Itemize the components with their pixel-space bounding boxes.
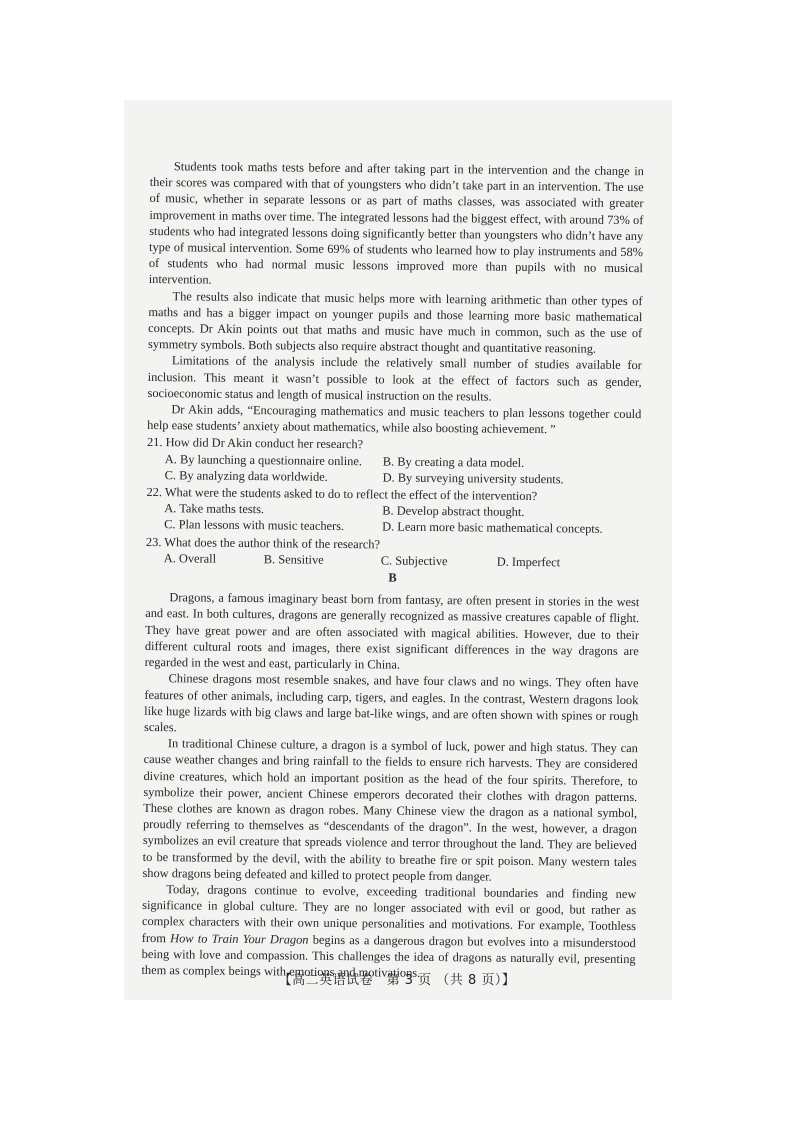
question-stem: 23. What does the author think of the research?	[145, 534, 381, 552]
question-22	[146, 484, 640, 538]
option-a[interactable]: A. Overall	[163, 551, 217, 566]
option-b[interactable]: B. Sensitive	[263, 552, 324, 567]
paragraph-text: begins as a dangerous dragon but evolves into a misunderstood being with love and compassion. This challenges the idea of dragons as naturally evil, presenting them as complex beings with emotions and motivations.	[141, 932, 636, 980]
paragraph: Dr Akin adds, “Encouraging mathematics and music teachers to plan lessons together could help ease students’ anxiety about mathematics, while also boosting achievement. ”	[147, 402, 642, 437]
option-d[interactable]: D. Learn more basic mathematical concepts.	[382, 519, 603, 537]
paragraph	[141, 881, 636, 983]
option-b[interactable]: B. By creating a data model.	[382, 454, 525, 470]
option-d[interactable]: D. By surveying university students.	[382, 470, 564, 487]
answer-options	[164, 500, 640, 537]
paragraph: Dragons, a famous imaginary beast born from fantasy, are often present in stories in the west and east. In both cultures, dragons are generally recognized as massive creatures capable of flight. They have great power and are often associated with magical abilities. However, due to their different cultural roots and images, there exist significant differences in the way dragons are regarded in the west and east, particularly in China.	[144, 590, 640, 672]
option-d[interactable]: D. Imperfect	[496, 554, 561, 570]
option-c[interactable]: C. Subjective	[380, 553, 448, 569]
exam-page	[141, 158, 644, 983]
paragraph: Limitations of the analysis include the relatively small number of studies available for inclusion. This meant it wasn’t possible to look at the effect of factors such as gender, socioeconomic status and length of musical instruction on the results.	[147, 353, 642, 404]
question-stem: 22. What were the students asked to do to reflect the effect of the intervention?	[146, 485, 538, 504]
option-a[interactable]: A. By launching a questionnaire online.	[164, 451, 363, 468]
option-b[interactable]: B. Develop abstract thought.	[382, 503, 525, 520]
passage-b	[141, 589, 639, 983]
question-23	[146, 534, 640, 572]
question-stem: 21. How did Dr Akin conduct her research?	[146, 435, 364, 452]
question-21	[147, 434, 641, 488]
film-title: How to Train Your Dragon	[170, 930, 309, 947]
option-a[interactable]: A. Take maths tests.	[164, 501, 265, 517]
option-c[interactable]: C. Plan lessons with music teachers.	[164, 517, 345, 534]
passage-a	[147, 158, 644, 439]
paragraph: Students took maths tests before and after taking part in the intervention and the change in their scores was compared with that of youngsters who didn’t take part in an intervention. The use of music, whether in separate lessons or as part of maths classes, was associated with greater improvement in maths over time. The integrated lessons had the biggest effect, with around 73% of students who had integrated lessons doing significantly better than youngsters who didn’t have any type of musical intervention. Some 69% of students who learned how to play instruments and 58% of students who had normal music lessons improved more than pupils with no musical intervention.	[148, 159, 644, 288]
page-footer: 【高二英语试卷 第 3 页 （共 8 页）】	[278, 973, 516, 988]
paragraph: The results also indicate that music helps more with learning arithmetic than other types of maths and has a bigger impact on younger pupils and those learning more basic mathematical concepts. Dr Akin points out that maths and music have much in common, such as the use of symmetry symbols. Both subjects also require abstract thought and quantitative reasoning.	[147, 288, 643, 356]
paragraph: Chinese dragons most resemble snakes, and have four claws and no wings. They often have features of other animals, including carp, tigers, and eagles. In the contrast, Western dragons look like huge lizards with big claws and large bat-like wings, and are often shown with spines or rough scales.	[143, 671, 639, 735]
section-b-heading: B	[388, 570, 397, 585]
paragraph-text: Today, dragons continue to evolve, exceeding traditional boundaries and finding new significance in global culture. They are no longer associated with evil or good, but rather as complex characters with their own unique personalities and motivations. For example, Toothless from	[141, 882, 637, 945]
paragraph: In traditional Chinese culture, a dragon is a symbol of luck, power and high status. They can cause weather changes and bring rainfall to the fields to ensure rich harvests. They are considered divine creatures, which hold an important position as the head of the four spirits. Therefore, to symbolize their power, ancient Chinese emperors decorated their clothes with dragon patterns. These clothes are known as dragon robes. Many Chinese view the dragon as a national symbol, proudly referring to themselves as “descendants of the dragon”. In the west, however, a dragon symbolizes an evil creature that spreads violence and terror throughout the land. They are believed to be transformed by the devil, with the ability to breathe fire or spit poison. Many western tales show dragons being defeated and killed to protect people from danger.	[142, 736, 638, 884]
answer-options	[165, 451, 641, 488]
option-c[interactable]: C. By analyzing data worldwide.	[164, 468, 328, 484]
